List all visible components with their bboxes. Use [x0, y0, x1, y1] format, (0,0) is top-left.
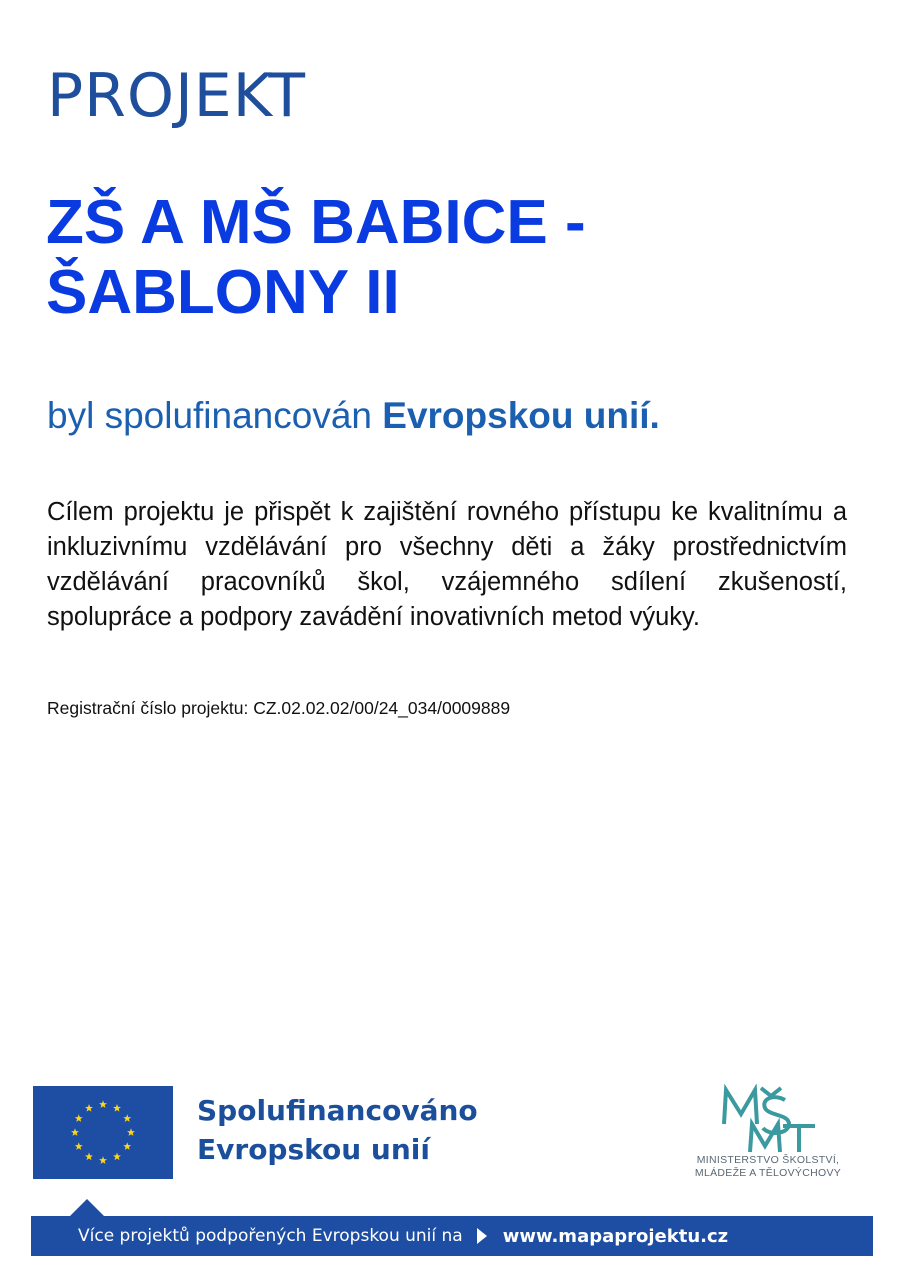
footer-text: Více projektů podpořených Evropskou unií na — [78, 1226, 463, 1246]
eu-star-icon — [113, 1104, 121, 1112]
eu-star-icon — [99, 1100, 107, 1108]
ministry-name-line1: MINISTERSTVO ŠKOLSTVÍ, — [696, 1154, 840, 1166]
footer-notch — [70, 1199, 104, 1216]
play-arrow-icon — [477, 1228, 487, 1244]
eu-star-icon — [127, 1128, 135, 1136]
eu-star-icon — [85, 1153, 93, 1161]
eu-star-icon — [113, 1153, 121, 1161]
eu-star-icon — [123, 1114, 131, 1122]
heading: PROJEKT — [47, 61, 307, 131]
footer-bar — [31, 1216, 873, 1256]
project-title: ZŠ A MŠ BABICE - ŠABLONY II — [46, 188, 586, 327]
footer-link[interactable]: www.mapaprojektu.cz — [502, 1225, 729, 1247]
cofinance-prefix: byl spolufinancován — [47, 395, 372, 436]
project-description: Cílem projektu je přispět k zajištění rovného přístupu ke kvalitnímu a inkluzivnímu vzdělávání pro všechny děti a žáky prostřednictvím vzdělávání pracovníků škol, vzájemného sdílení zkušeností, spolupráce a podpory zavádění inovativních metod výuky. — [47, 498, 847, 631]
registration-number: Registrační číslo projektu: CZ.02.02.02/00/24_034/0009889 — [47, 698, 511, 718]
eu-cofinanced-label — [197, 1091, 478, 1169]
cofinance-emphasis: Evropskou unií. — [382, 395, 660, 436]
cofinance-statement — [47, 393, 660, 439]
eu-label-line2: Evropskou unií — [197, 1133, 430, 1166]
eu-label-line1: Spolufinancováno — [197, 1094, 478, 1127]
ministry-name-line2: MLÁDEŽE A TĚLOVÝCHOVY — [694, 1167, 842, 1179]
eu-star-icon — [75, 1142, 83, 1150]
eu-star-icon — [75, 1114, 83, 1122]
eu-star-icon — [123, 1142, 131, 1150]
eu-star-icon — [71, 1128, 79, 1136]
eu-stars — [33, 1086, 173, 1179]
eu-flag-icon — [33, 1086, 173, 1179]
eu-star-icon — [99, 1156, 107, 1164]
eu-star-icon — [85, 1104, 93, 1112]
ministry-name — [668, 1154, 868, 1180]
